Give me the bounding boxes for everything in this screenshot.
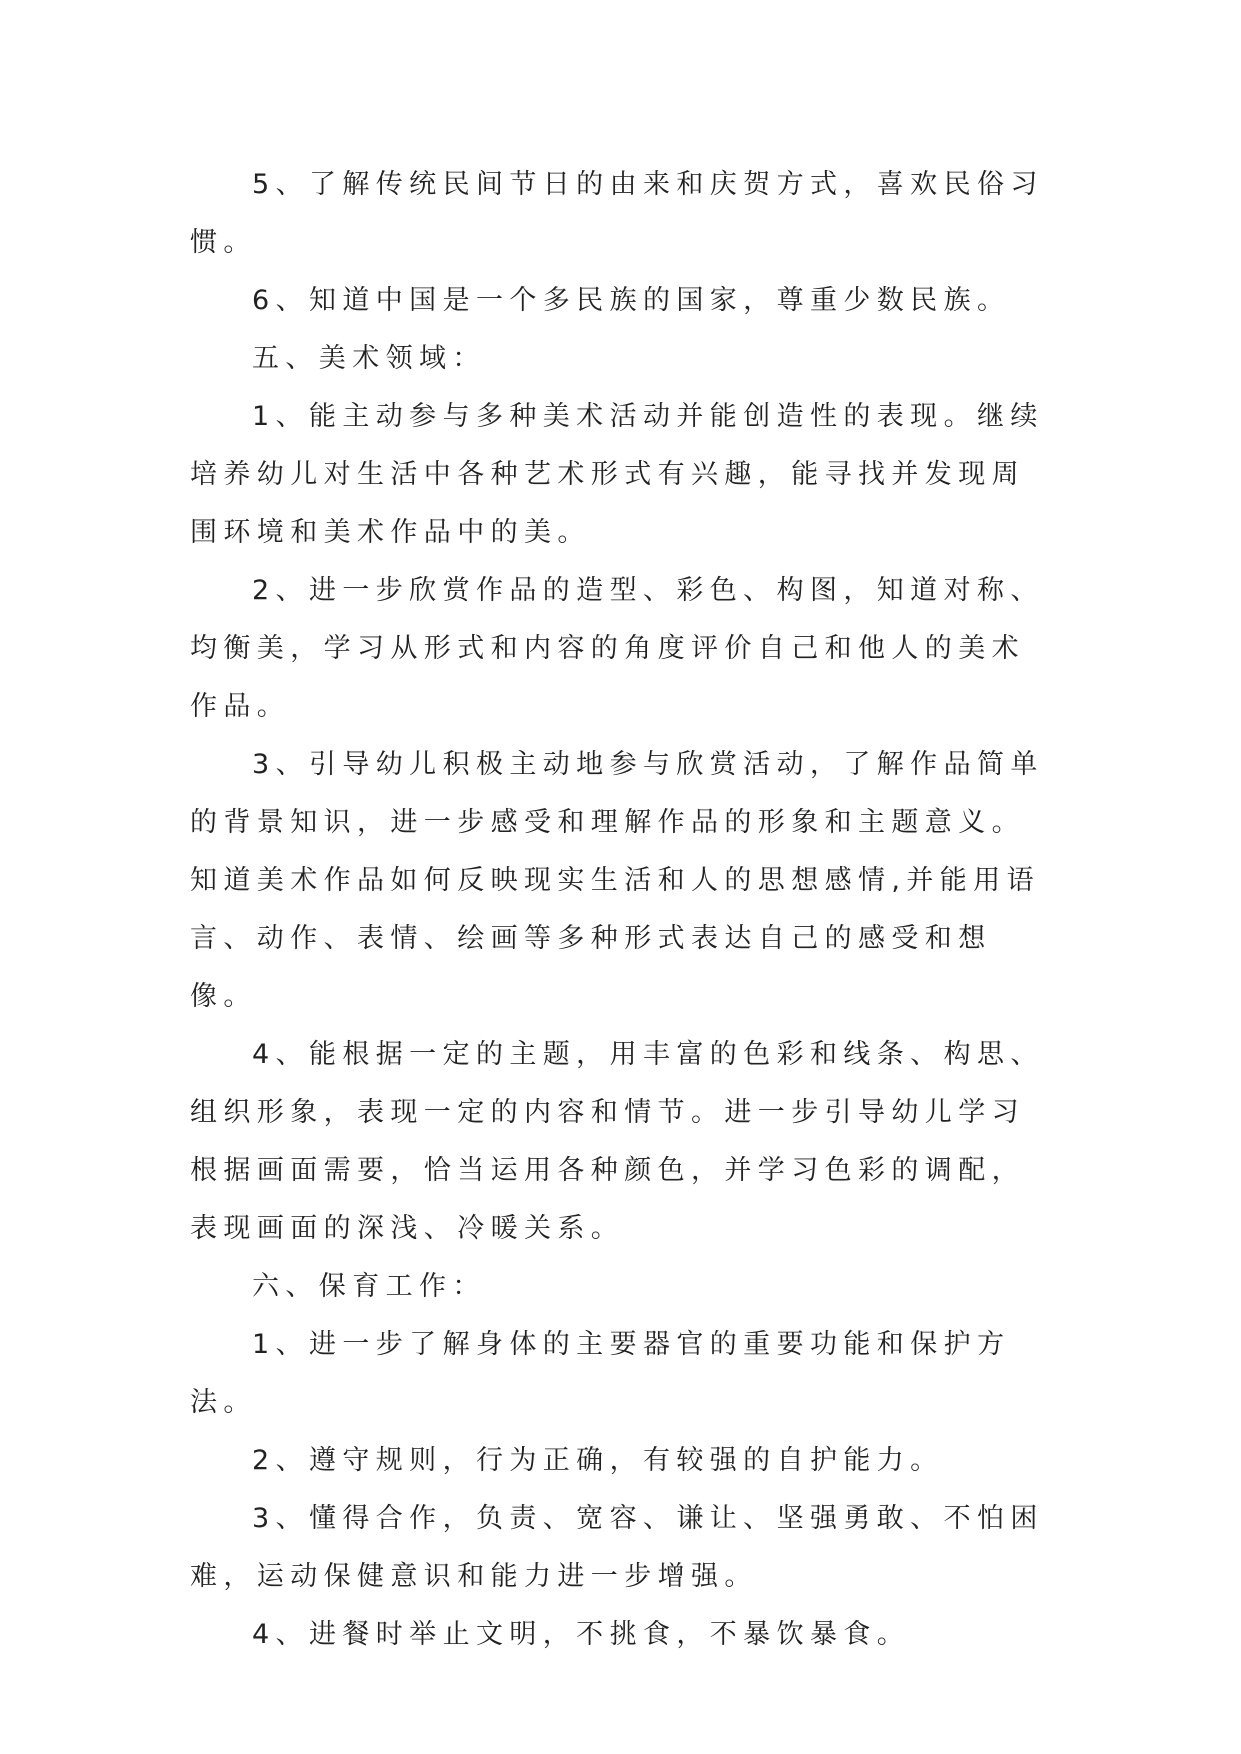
paragraph-festivals: 5、了解传统民间节日的由来和庆贺方式，喜欢民俗习惯。	[190, 169, 1044, 258]
paragraph-art-1: 1、能主动参与多种美术活动并能创造性的表现。继续培养幼儿对生活中各种艺术形式有兴趣，能寻找并发现周围环境和美术作品中的美。	[190, 401, 1044, 548]
paragraph-care-3: 3、懂得合作，负责、宽容、谦让、坚强勇敢、不怕困难，运动保健意识和能力进一步增强。	[190, 1503, 1044, 1592]
paragraph-care-2: 2、遵守规则，行为正确，有较强的自护能力。	[252, 1445, 944, 1476]
paragraph-art-4: 4、能根据一定的主题，用丰富的色彩和线条、构思、组织形象，表现一定的内容和情节。进一步引导幼儿学习根据画面需要，恰当运用各种颜色，并学习色彩的调配，表现画面的深浅、冷暖关系。	[190, 1039, 1044, 1244]
paragraph-care-4: 4、进餐时举止文明，不挑食，不暴饮暴食。	[252, 1619, 911, 1650]
paragraph-ethnic-groups: 6、知道中国是一个多民族的国家，尊重少数民族。	[252, 285, 1011, 316]
paragraph-art-2: 2、进一步欣赏作品的造型、彩色、构图，知道对称、均衡美，学习从形式和内容的角度评价自己和他人的美术作品。	[190, 575, 1044, 722]
section-heading-care: 六、保育工作：	[252, 1271, 486, 1302]
document-page	[190, 156, 1050, 1664]
section-heading-art: 五、美术领域：	[252, 343, 486, 374]
paragraph-care-1: 1、进一步了解身体的主要器官的重要功能和保护方法。	[190, 1329, 1011, 1418]
paragraph-art-3: 3、引导幼儿积极主动地参与欣赏活动，了解作品简单的背景知识，进一步感受和理解作品的形象和主题意义。知道美术作品如何反映现实生活和人的思想感情,并能用语言、动作、表情、绘画等多种形式表达自己的感受和想像。	[190, 749, 1044, 1012]
